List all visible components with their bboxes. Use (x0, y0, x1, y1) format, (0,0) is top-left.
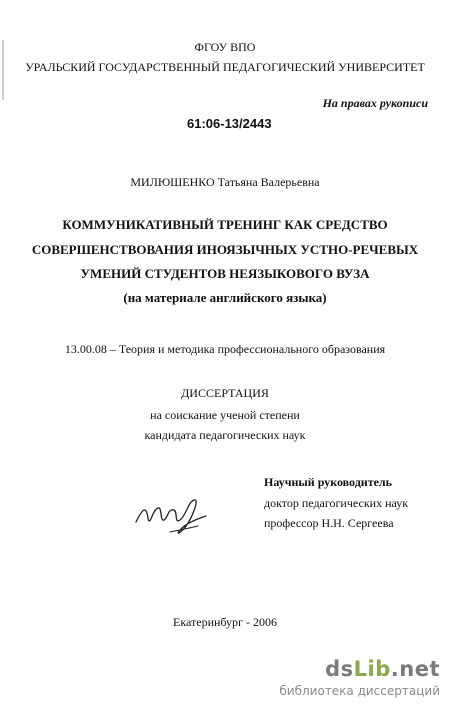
title-line1: КОММУНИКАТИВНЫЙ ТРЕНИНГ КАК СРЕДСТВО (62, 217, 388, 232)
watermark-caption: библиотека диссертаций (279, 684, 440, 698)
author-name: МИЛЮШЕНКО Татьяна Валерьевна (130, 175, 320, 189)
supervisor-name: профессор Н.Н. Сергеева (264, 516, 394, 530)
title-subtitle: (на материале английского языка) (123, 290, 327, 305)
rights-note: На правах рукописи (322, 96, 428, 110)
title-line2: СОВЕРШЕНСТВОВАНИЯ ИНОЯЗЫЧНЫХ УСТНО-РЕЧЕВЫХ (31, 242, 419, 257)
supervisor-heading: Научный руководитель (264, 475, 392, 489)
dissertation-degree-line2: кандидата педагогических наук (144, 428, 306, 442)
dissertation-label: ДИССЕРТАЦИЯ (181, 386, 269, 400)
dissertation-degree-line1: на соискание ученой степени (150, 408, 300, 422)
title-line3: УМЕНИЙ СТУДЕНТОВ НЕЯЗЫКОВОГО ВУЗА (80, 266, 370, 281)
city-year: Екатеринбург - 2006 (173, 615, 277, 629)
supervisor-title: доктор педагогических наук (264, 496, 409, 510)
watermark-logo (325, 657, 440, 681)
specialty-code: 13.00.08 – Теория и методика профессионального образования (64, 342, 386, 356)
watermark-logo-prefix: ds (325, 657, 354, 681)
registration-number: 61:06-13/2443 (187, 116, 272, 131)
header-line1: ФГОУ ВПО (194, 40, 256, 54)
watermark-logo-main: Lib (353, 657, 391, 681)
header-university: УРАЛЬСКИЙ ГОСУДАРСТВЕННЫЙ ПЕДАГОГИЧЕСКИЙ УНИВЕРСИТЕТ (25, 60, 425, 74)
handwritten-signature (130, 492, 210, 542)
watermark-logo-suffix: .net (390, 657, 440, 681)
